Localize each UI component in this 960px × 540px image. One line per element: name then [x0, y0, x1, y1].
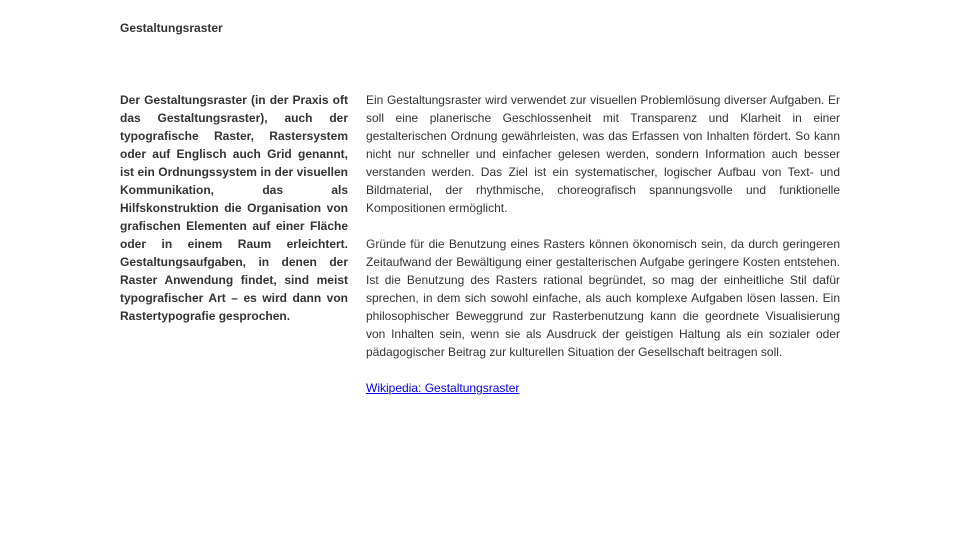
- body-paragraph-2: Gründe für die Benutzung eines Rasters können ökonomisch sein, da durch geringeren Zeitaufwand der Bewältigung einer gestalterischen Aufgabe geringere Kosten entstehen. Ist die Benutzung des Rasters rational begründet, so mag der einheitliche Stil dafür sprechen, in dem sich sowohl einfache, als auch komplexe Aufgaben lösen lassen. Ein philosophischer Beweggrund zur Rasterbenutzung kann die geordnete Visualisierung von Inhalten sein, wenn sie als Ausdruck der geistigen Haltung als ein sozialer oder pädagogischer Beitrag zur kulturellen Situation der Gesellschaft beitragen soll.: [366, 237, 840, 359]
- page-title: Gestaltungsraster: [120, 21, 223, 35]
- source-link-line: [366, 379, 840, 397]
- main-content: [366, 91, 840, 415]
- wikipedia-link[interactable]: Wikipedia: Gestaltungsraster: [366, 381, 520, 395]
- intro-paragraph: Der Gestaltungsraster (in der Praxis oft das Gestaltungsraster), auch der typografische Raster, Rastersystem oder auf Englisch auch Grid genannt, ist ein Ordnungssystem in der visuellen Kommunikation, das als Hilfskonstruktion die Organisation von grafischen Elementen auf einer Fläche oder in einem Raum erleichtert. Gestaltungsaufgaben, in denen der Raster Anwendung findet, sind meist typografischer Art – es wird dann von Rastertypografie gesprochen.: [120, 93, 348, 323]
- body-paragraph-1: Ein Gestaltungsraster wird verwendet zur visuellen Problemlösung diverser Aufgaben. Er soll eine planerische Geschlossenheit mit Transparenz und Klarheit in einer gestalterischen Ordnung gewährleisten, was das Erfassen von Inhalten fördert. So kann nicht nur schneller und einfacher gelesen werden, sondern Information auch besser verstanden werden. Das Ziel ist ein systematischer, logischer Aufbau von Text- und Bildmaterial, der rhythmische, choreografisch spannungsvolle und funktionelle Kompositionen ermöglicht.: [366, 93, 840, 215]
